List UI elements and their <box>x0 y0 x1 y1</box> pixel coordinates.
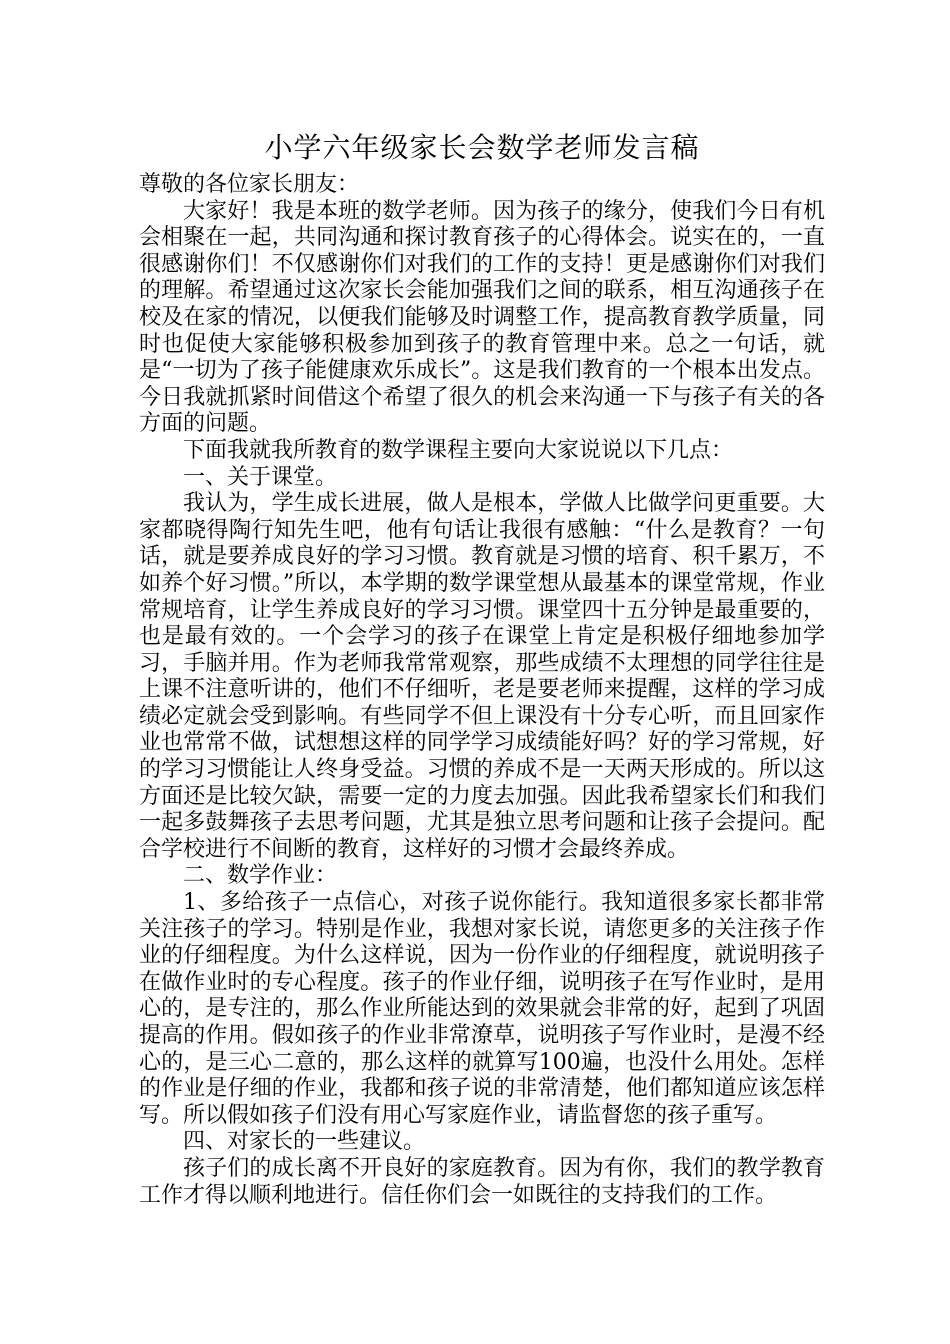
paragraph-intro: 大家好！我是本班的数学老师。因为孩子的缘分，使我们今日有机会相聚在一起，共同沟通和探讨教育孩子的心得体会。说实在的，一直很感谢你们！不仅感谢你们对我们的工作的支持！更是感谢你们对我们的理解。希望通过这次家长会能加强我们之间的联系，相互沟通孩子在校及在家的情况，以便我们能够及时调整工作，提高教育教学质量，同时也促使大家能够积极参加到孩子的教育管理中来。总之一句话，就是“一切为了孩子能健康欢乐成长”。这是我们教育的一个根本出发点。今日我就抓紧时间借这个希望了很久的机会来沟通一下与孩子有关的各方面的问题。 <box>139 198 825 437</box>
paragraph-classroom: 我认为，学生成长进展，做人是根本，学做人比做学问更重要。大家都晓得陶行知先生吧，他有句话让我很有感触：“什么是教育？一句话，就是要养成良好的学习习惯。教育就是习惯的培育、积千累万，不如养个好习惯。”所以，本学期的数学课堂想从最基本的课堂常规，作业常规培育，让学生养成良好的学习习惯。课堂四十五分钟是最重要的，也是最有效的。一个会学习的孩子在课堂上肯定是积极仔细地参加学习，手脑并用。作为老师我常常观察，那些成绩不太理想的同学往往是上课不注意听讲的，他们不仔细听，老是要老师来提醒，这样的学习成绩必定就会受到影响。有些同学不但上课没有十分专心听，而且回家作业也常常不做，试想想这样的同学学习成绩能好吗？好的学习常规，好的学习习惯能让人终身受益。习惯的养成不是一天两天形成的。所以这方面还是比较欠缺，需要一定的力度去加强。因此我希望家长们和我们一起多鼓舞孩子去思考问题，尤其是独立思考问题和让孩子会提问。配合学校进行不间断的教育，这样好的习惯才会最终养成。 <box>139 491 825 862</box>
paragraph-homework: 1、多给孩子一点信心，对孩子说你能行。我知道很多家长都非常关注孩子的学习。特别是作业，我想对家长说，请您更多的关注孩子作业的仔细程度。为什么这样说，因为一份作业的仔细程度，就说明孩子在做作业时的专心程度。孩子的作业仔细，说明孩子在写作业时，是用心的，是专注的，那么作业所能达到的效果就会非常的好，起到了巩固提高的作用。假如孩子的作业非常潦草，说明孩子写作业时，是漫不经心的，是三心二意的，那么这样的就算写100遍，也没什么用处。怎样的作业是仔细的作业，我都和孩子说的非常清楚，他们都知道应该怎样写。所以假如孩子们没有用心写家庭作业，请监督您的孩子重写。 <box>139 890 825 1128</box>
paragraph-outline: 下面我就我所教育的数学课程主要向大家说说以下几点： <box>183 437 734 463</box>
section-heading-classroom: 一、关于课堂。 <box>183 464 338 490</box>
document-title: 小学六年级家长会数学老师发言稿 <box>264 131 700 164</box>
greeting: 尊敬的各位家长朋友： <box>139 172 360 197</box>
section-heading-suggestions: 四、对家长的一些建议。 <box>183 1129 426 1155</box>
document-page <box>139 128 825 1209</box>
section-heading-homework: 二、数学作业： <box>183 863 338 889</box>
paragraph-suggestions: 孩子们的成长离不开良好的家庭教育。因为有你，我们的教学教育工作才得以顺利地进行。信任你们会一如既往的支持我们的工作。 <box>139 1155 825 1208</box>
